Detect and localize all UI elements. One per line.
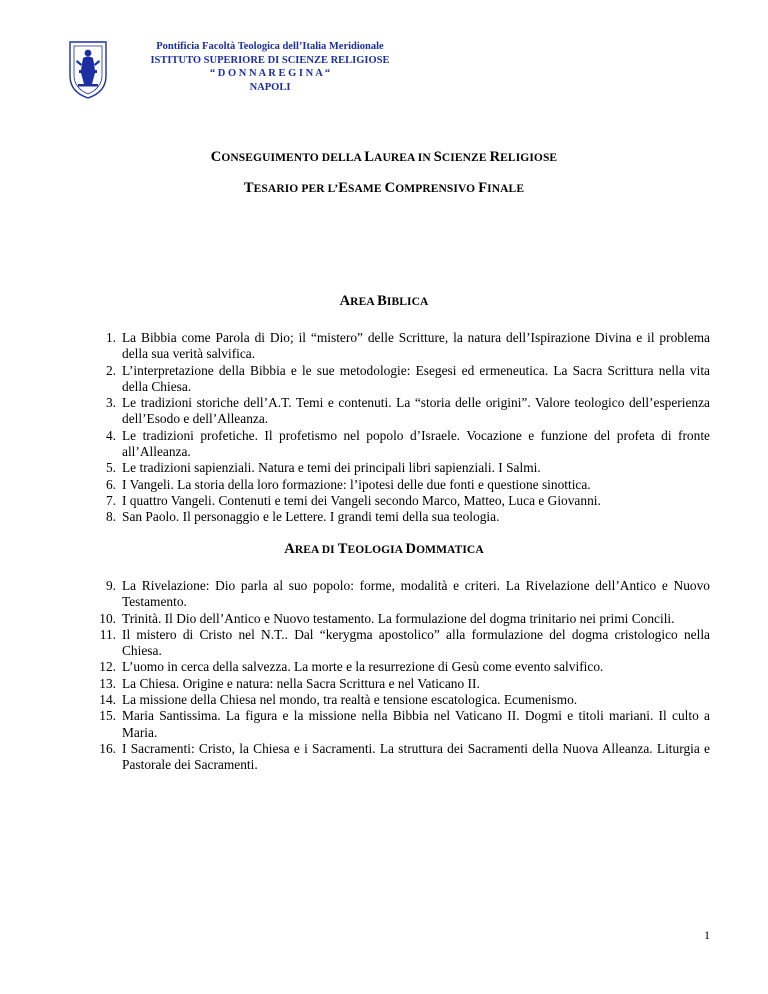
item-text: La missione della Chiesa nel mondo, tra realtà e tensione escatologica. Ecumenismo.	[122, 692, 578, 708]
item-text: L’interpretazione della Bibbia e le sue metodologie: Esegesi ed ermeneutica. La Sacra Scrittura nella vita della Chiesa.	[122, 362, 710, 394]
heading-text: REA	[350, 296, 378, 308]
item-number: 8.	[105, 509, 116, 525]
document-title	[0, 148, 768, 168]
list-item	[0, 659, 710, 675]
item-number: 16.	[99, 740, 116, 756]
institute-subname: “ D O N N A R E G I N A “	[209, 68, 331, 79]
item-number: 2.	[105, 362, 116, 378]
title-cap: L	[364, 149, 375, 165]
item-text: Maria Santissima. La figura e la missione nella Bibbia nel Vaticano II. Dogmi e titoli mariani. Il culto a Maria.	[122, 708, 710, 740]
title-text: ELIGIOSE	[500, 152, 558, 164]
item-text: L’uomo in cerca della salvezza. La morte e la resurrezione di Gesù come evento salvifico.	[122, 659, 604, 675]
item-text: La Chiesa. Origine e natura: nella Sacra Scrittura e nel Vaticano II.	[122, 675, 480, 691]
list-item	[0, 708, 710, 741]
item-number: 13.	[99, 675, 116, 691]
institute-city: NAPOLI	[249, 81, 291, 93]
subtitle-cap: F	[478, 180, 488, 196]
heading-cap: B	[377, 293, 387, 309]
list-item	[0, 363, 710, 396]
topic-list-area-biblica	[0, 330, 768, 526]
list-item	[0, 676, 710, 692]
heading-cap: A	[339, 293, 351, 309]
heading-cap: T	[337, 541, 348, 557]
list-item	[0, 692, 710, 708]
item-number: 12.	[99, 659, 116, 675]
page-number: 1	[704, 928, 710, 942]
item-number: 15.	[99, 708, 116, 724]
subtitle-text: INALE	[487, 183, 525, 195]
faculty-name: Pontificia Facoltà Teologica dell’Italia Meridionale	[156, 41, 384, 52]
list-item	[0, 460, 710, 476]
item-text: La Rivelazione: Dio parla al suo popolo: forme, modalità e criteri. La Rivelazione dell’Antico e Nuovo Testamento.	[122, 578, 710, 610]
institute-seal-icon	[66, 40, 110, 100]
title-text: CIENZE	[441, 152, 490, 164]
item-number: 4.	[105, 427, 116, 443]
item-number: 1.	[105, 330, 116, 345]
list-item	[0, 741, 710, 774]
item-number: 10.	[99, 610, 116, 626]
title-cap: S	[433, 149, 442, 165]
item-number: 11.	[99, 626, 116, 642]
item-text: Trinità. Il Dio dell’Antico e Nuovo testamento. La formulazione del dogma trinitario nei primi Concili.	[122, 610, 675, 626]
section-heading-area-biblica	[0, 292, 768, 310]
item-text: San Paolo. Il personaggio e le Lettere. I grandi temi della sua teologia.	[122, 509, 500, 525]
list-item	[0, 493, 710, 509]
title-text: AUREA IN	[374, 152, 434, 164]
list-item	[0, 611, 710, 627]
list-item	[0, 395, 710, 428]
subtitle-cap: E	[338, 180, 349, 196]
topic-list-area-teologia-dommatica	[0, 578, 768, 774]
subtitle-cap: C	[384, 180, 396, 196]
title-text: ONSEGUIMENTO DELLA	[221, 152, 365, 164]
subtitle-text: OMPRENSIVO	[395, 183, 479, 195]
list-item	[0, 477, 710, 493]
heading-text: OMMATICA	[416, 544, 484, 556]
subtitle-cap: T	[243, 180, 254, 196]
item-number: 3.	[105, 395, 116, 411]
item-text: I Vangeli. La storia della loro formazione: l’ipotesi delle due fonti e questione sinottica.	[122, 476, 591, 492]
list-item	[0, 627, 710, 660]
institute-header	[130, 40, 410, 94]
heading-text: EOLOGIA	[347, 544, 406, 556]
item-text: La Bibbia come Parola di Dio; il “mistero” delle Scritture, la natura dell’Ispirazione Divina e il problema della sua verità salvifica.	[122, 330, 710, 362]
heading-cap: A	[284, 541, 295, 557]
document-subtitle	[0, 179, 768, 199]
item-text: Le tradizioni storiche dell’A.T. Temi e contenuti. La “storia delle origini”. Valore teologico dell’esperienza dell’Esodo e dell’Alleanza.	[122, 395, 710, 427]
heading-text: REA DI	[294, 544, 338, 556]
heading-cap: D	[405, 541, 417, 557]
item-number: 6.	[105, 476, 116, 492]
subtitle-text: ESARIO PER L’	[253, 183, 339, 195]
section-heading-area-teologia-dommatica	[0, 540, 768, 558]
subtitle-text: SAME	[348, 183, 385, 195]
title-cap: R	[489, 149, 501, 165]
list-item	[0, 509, 710, 525]
list-item	[0, 330, 710, 363]
item-text: I quattro Vangeli. Contenuti e temi dei Vangeli secondo Marco, Matteo, Luca e Giovanni.	[122, 492, 601, 508]
heading-text: IBLICA	[386, 296, 429, 308]
item-number: 9.	[105, 578, 116, 593]
item-text: Le tradizioni sapienziali. Natura e temi dei principali libri sapienziali. I Salmi.	[122, 460, 541, 476]
list-item	[0, 578, 710, 611]
title-cap: C	[210, 149, 222, 165]
item-text: I Sacramenti: Cristo, la Chiesa e i Sacramenti. La struttura dei Sacramenti della Nuova Alleanza. Liturgia e Pastorale dei Sacramenti.	[122, 740, 710, 773]
item-number: 5.	[105, 460, 116, 476]
item-text: Le tradizioni profetiche. Il profetismo nel popolo d’Israele. Vocazione e funzione del profeta di fronte all’Alleanza.	[122, 427, 710, 460]
item-text: Il mistero di Cristo nel N.T.. Dal “kerygma apostolico” alla formulazione del dogma cristologico nella Chiesa.	[122, 626, 710, 659]
item-number: 14.	[99, 692, 116, 708]
institute-name: ISTITUTO SUPERIORE DI SCIENZE RELIGIOSE	[150, 54, 390, 66]
list-item	[0, 428, 710, 461]
item-number: 7.	[105, 492, 116, 508]
